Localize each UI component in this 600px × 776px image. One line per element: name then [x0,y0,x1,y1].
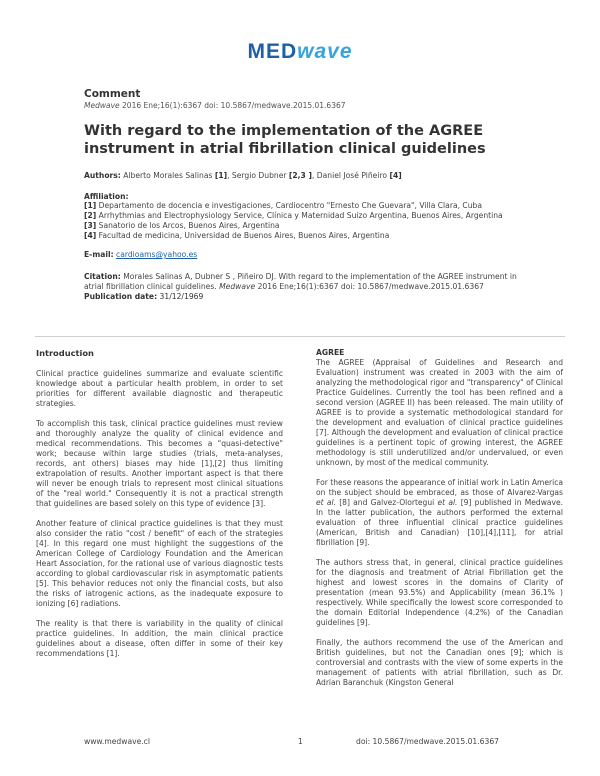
article-type: Comment [84,88,141,100]
medwave-logo [0,40,600,64]
et-al: et al. [437,498,458,507]
affiliation-text: Arrhythmias and Electrophysiology Service, Clínica y Maternidad Suizo Argentina, Buenos Aires, Argentina [96,211,503,220]
paragraph: Clinical practice guidelines summarize and evaluate scientific knowledge about a particular health problem, in order to set priorities for different available diagnostic and therapeutic strategies. [36,369,283,408]
journal-citation-details: 2016 Ene;16(1):6367 doi: 10.5867/medwave.2015.01.6367 [119,101,346,110]
affiliation-text: Sanatorio de los Arcos, Buenos Aires, Argentina [96,221,280,230]
citation-block [84,272,524,292]
author-ref: [1] [214,171,228,180]
author-name: , Sergio Dubner [227,171,289,180]
paragraph-part: For these reasons the appearance of initial work in Latin America on the subject should be embraced, as those of Alvarez-Vargas [316,478,563,497]
publication-date [84,292,524,301]
introduction-heading: Introduction [36,348,94,358]
paragraph: To accomplish this task, clinical practice guidelines must review and thoroughly analyze the quality of clinical evidence and medical recommendations. This becomes a "quasi-detective" work; because within large studies (trials, meta-analyses, records, ant others) biases may hide [1],[2] thus limiting extrapolation of results. Another important aspect is that there will never be enough trials to represent most clinical situations of the "real world." Consequently it is not a practical strength that guidelines are based solely on this type of evidence [3]. [36,419,283,508]
affiliation-heading: Affiliation: [84,192,129,201]
footer-doi: doi: 10.5867/medwave.2015.01.6367 [356,737,499,746]
affiliation-number: [2] [84,211,97,220]
journal-citation [84,101,524,110]
citation-details: 2016 Ene;16(1):6367 doi: 10.5867/medwave.2015.01.6367 [255,282,484,291]
paragraph: The authors stress that, in general, clinical practice guidelines for the diagnosis and treatment of Atrial Fibrillation get the highest and lowest scores in the domains of Clarity of presentation (mean 93.5%) and Applicability (mean 36.1% ) respectively. While specifically the lowest score corresponded to the domain Editorial Independence (4.2%) of the Canadian guidelines [9]. [316,558,563,627]
author-name: Alberto Morales Salinas [120,171,215,180]
publication-date-value: 31/12/1969 [157,292,204,301]
paragraph-part: [8] and Galvez-Olortegui [335,498,438,507]
paragraph: The AGREE (Appraisal of Guidelines and Research and Evaluation) instrument was created in 2003 with the aim of analyzing the methodological rigor and "transparency" of Clinical Practice Guidelines. Currently the tool has been refined and a second version (AGREE II) has been released. The main utility of AGREE is to provide a systematic methodological standard for the development and evaluation of clinical practice guidelines [7]. Although the development and evaluation of clinical practice guidelines is a pertinent topic of growing interest, the AGREE methodology is still underutilized and/or undervalued, or even unknown, by most of the medical community. [316,358,563,467]
affiliation-item [84,231,524,241]
affiliation-item [84,201,524,211]
left-column [36,348,283,669]
email-link[interactable]: cardioams@yahoo.es [116,250,198,259]
citation-text: Morales Salinas A, Dubner S , Piñeiro DJ. With regard to the implementation of the AGREE instrument in atrial fibrillation clinical guidelines. [84,272,517,291]
logo-part-med: MED [247,40,298,63]
authors-label: Authors: [84,171,121,180]
affiliation-item [84,221,524,231]
paragraph-part: [9] published in Medwave. In the latter publication, the authors performed the external evaluation of three influential clinical practice guidelines (American, British and Canadian) [10],[4],[11], for atrial fibrillation [9]. [316,498,564,547]
paragraph: The reality is that there is variability in the quality of clinical practice guidelines. In addition, the main clinical practice guidelines about a disease, often differ in some of their key recommendations [1]. [36,619,283,658]
paragraph [316,478,563,548]
affiliation-text: Facultad de medicina, Universidad de Buenos Aires, Buenos Aires, Argentina [96,231,390,240]
paragraph: Another feature of clinical practice guidelines is that they must also consider the ratio "cost / benefit" of each of the strategies [4]. In this regard one must highlight the suggestions of the American College of Cardiology Foundation and the American Heart Association, for the rational use of various diagnostic tests according to global cardiovascular risk in asymptomatic patients [5]. This behavior reduces not only the financial costs, but also the risks of iatrogenic actions, as the inadequate exposure to ionizing [6] radiations. [36,519,283,608]
affiliation-number: [4] [84,231,97,240]
email-label: E-mail: [84,250,114,259]
affiliation-number: [3] [84,221,97,230]
citation-label: Citation: [84,272,121,281]
right-column [316,348,563,698]
author-ref: [2,3 ] [288,171,312,180]
article-title: With regard to the implementation of the AGREE instrument in atrial fibrillation clinical guidelines [84,123,486,157]
et-al: et al. [316,498,336,507]
affiliation-item [84,211,524,221]
agree-heading: AGREE [316,348,345,357]
logo-part-wave: wave [297,40,353,63]
author-ref: [4] [389,171,402,180]
author-name: , Daniel José Piñeiro [311,171,390,180]
page-number: 1 [298,737,303,746]
footer-site: www.medwave.cl [84,737,150,746]
authors-line [84,171,524,180]
journal-name: Medwave [84,101,120,110]
publication-date-label: Publication date: [84,292,158,301]
paragraph: Finally, the authors recommend the use of the American and British guidelines, but not the Canadian ones [9]; which is controversial and contrasts with the view of some experts in the management of patients with atrial fibrillation, such as Dr. Adrian Baranchuk (Kingston General [316,638,563,687]
article-header [84,88,524,301]
affiliation-text: Departamento de docencia e investigaciones, Cardiocentro "Ernesto Che Guevara", Villa Clara, Cuba [96,201,483,210]
citation-journal: Medwave [219,282,256,291]
section-divider [35,336,565,337]
email-line [84,250,524,259]
affiliation-number: [1] [84,201,97,210]
